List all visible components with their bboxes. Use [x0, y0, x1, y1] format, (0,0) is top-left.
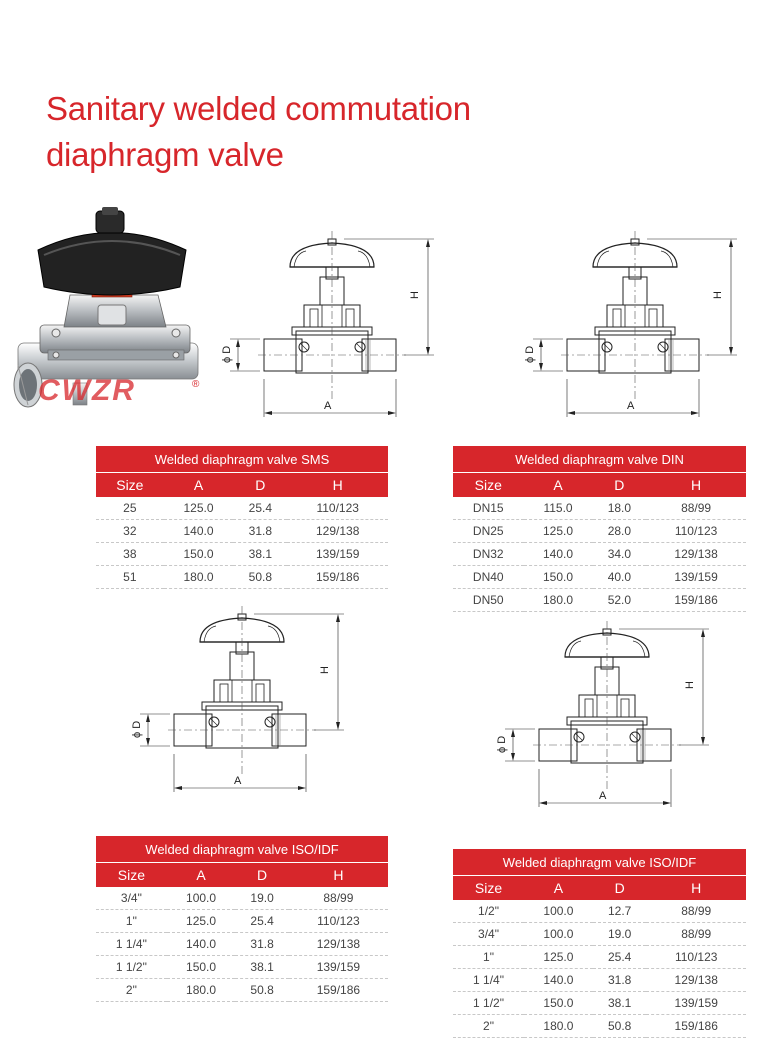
- table-cell: 1 1/4": [453, 969, 524, 992]
- column-header: A: [524, 473, 593, 498]
- table-cell: 31.8: [235, 933, 288, 956]
- table-row: [453, 543, 746, 566]
- column-header: D: [593, 876, 647, 901]
- table-cell: 51: [96, 566, 164, 589]
- table-cell: 2": [453, 1015, 524, 1038]
- table-cell: 180.0: [524, 1015, 593, 1038]
- table-cell: 125.0: [167, 910, 236, 933]
- table-cell: 40.0: [593, 566, 647, 589]
- table-cell: 139/159: [646, 992, 746, 1015]
- table-cell: 140.0: [167, 933, 236, 956]
- dim-label-a: A: [234, 775, 242, 787]
- table-row: [453, 969, 746, 992]
- table-cell: 25.4: [593, 946, 647, 969]
- column-header: H: [646, 473, 746, 498]
- table-sms: [96, 446, 388, 589]
- table-cell: 110/123: [646, 946, 746, 969]
- table-cell: 129/138: [646, 543, 746, 566]
- table-cell: 1/2": [453, 900, 524, 923]
- table-cell: 88/99: [289, 887, 388, 910]
- table-cell: 88/99: [646, 923, 746, 946]
- table-row: [96, 887, 388, 910]
- table-cell: 150.0: [167, 956, 236, 979]
- table-cell: 25: [96, 497, 164, 520]
- table-row: [453, 900, 746, 923]
- table-cell: 159/186: [287, 566, 388, 589]
- table-cell: 50.8: [593, 1015, 647, 1038]
- column-header: Size: [453, 473, 524, 498]
- table-cell: 150.0: [164, 543, 234, 566]
- table-cell: DN15: [453, 497, 524, 520]
- table-cell: 100.0: [524, 900, 593, 923]
- table-row: [453, 497, 746, 520]
- table-cell: 159/186: [289, 979, 388, 1002]
- dim-label-a: A: [627, 400, 635, 412]
- column-header: D: [233, 473, 287, 498]
- table-cell: 110/123: [289, 910, 388, 933]
- table-cell: 19.0: [235, 887, 288, 910]
- table-cell: DN50: [453, 589, 524, 612]
- table-cell: 159/186: [646, 589, 746, 612]
- table-cell: 110/123: [287, 497, 388, 520]
- table-cell: 38.1: [593, 992, 647, 1015]
- column-header: A: [524, 876, 593, 901]
- table-cell: 180.0: [164, 566, 234, 589]
- table-caption: Welded diaphragm valve ISO/IDF: [453, 849, 746, 876]
- table-row: [453, 589, 746, 612]
- table-cell: 88/99: [646, 497, 746, 520]
- dim-label-d: ϕ D: [221, 345, 233, 363]
- table-cell: 34.0: [593, 543, 647, 566]
- table-row: [453, 923, 746, 946]
- table-cell: 180.0: [167, 979, 236, 1002]
- dim-label-d: ϕ D: [524, 345, 536, 363]
- column-header: H: [289, 863, 388, 888]
- table-cell: DN25: [453, 520, 524, 543]
- table-cell: 18.0: [593, 497, 647, 520]
- table-cell: 150.0: [524, 992, 593, 1015]
- table-cell: 140.0: [524, 543, 593, 566]
- table-cell: 1": [453, 946, 524, 969]
- column-header: D: [593, 473, 647, 498]
- table-row: [96, 497, 388, 520]
- column-header: D: [235, 863, 288, 888]
- title-line-1: Sanitary welded commutation: [46, 90, 471, 127]
- table-row: [453, 566, 746, 589]
- valve-drawing-iso-1: [130, 600, 355, 800]
- table-cell: 1": [96, 910, 167, 933]
- table-caption: Welded diaphragm valve SMS: [96, 446, 388, 473]
- table-cell: 52.0: [593, 589, 647, 612]
- table-cell: 3/4": [453, 923, 524, 946]
- table-cell: 110/123: [646, 520, 746, 543]
- table-cell: DN40: [453, 566, 524, 589]
- table-cell: 38: [96, 543, 164, 566]
- column-header: Size: [96, 473, 164, 498]
- table-cell: 125.0: [524, 520, 593, 543]
- dim-label-a: A: [324, 400, 332, 412]
- dim-label-a: A: [599, 790, 607, 802]
- table-cell: 129/138: [289, 933, 388, 956]
- table-iso-idf-1: [96, 836, 388, 1002]
- table-row: [453, 946, 746, 969]
- column-header: Size: [453, 876, 524, 901]
- table-cell: DN32: [453, 543, 524, 566]
- table-row: [96, 910, 388, 933]
- table-cell: 38.1: [233, 543, 287, 566]
- table-cell: 1 1/2": [453, 992, 524, 1015]
- table-cell: 100.0: [167, 887, 236, 910]
- table-cell: 100.0: [524, 923, 593, 946]
- table-cell: 139/159: [289, 956, 388, 979]
- table-cell: 140.0: [164, 520, 234, 543]
- table-cell: 38.1: [235, 956, 288, 979]
- column-header: Size: [96, 863, 167, 888]
- table-caption: Welded diaphragm valve DIN: [453, 446, 746, 473]
- table-cell: 129/138: [646, 969, 746, 992]
- table-cell: 159/186: [646, 1015, 746, 1038]
- table-cell: 1 1/4": [96, 933, 167, 956]
- table-cell: 31.8: [233, 520, 287, 543]
- column-header: A: [167, 863, 236, 888]
- table-cell: 140.0: [524, 969, 593, 992]
- table-cell: 180.0: [524, 589, 593, 612]
- table-row: [96, 979, 388, 1002]
- dim-label-h: H: [319, 666, 331, 674]
- column-header: H: [287, 473, 388, 498]
- column-header: H: [646, 876, 746, 901]
- table-cell: 129/138: [287, 520, 388, 543]
- dim-label-h: H: [712, 291, 724, 299]
- table-cell: 19.0: [593, 923, 647, 946]
- table-caption: Welded diaphragm valve ISO/IDF: [96, 836, 388, 863]
- svg-text:CWZR: CWZR: [38, 374, 136, 407]
- table-cell: 2": [96, 979, 167, 1002]
- table-row: [96, 566, 388, 589]
- table-cell: 1 1/2": [96, 956, 167, 979]
- table-row: [96, 933, 388, 956]
- table-cell: 125.0: [524, 946, 593, 969]
- table-row: [96, 543, 388, 566]
- page-title: [46, 86, 471, 178]
- table-cell: 50.8: [233, 566, 287, 589]
- title-line-2: diaphragm valve: [46, 136, 284, 173]
- valve-drawing-din: [523, 225, 748, 425]
- valve-drawing-iso-2: [495, 615, 720, 815]
- table-cell: 3/4": [96, 887, 167, 910]
- table-cell: 32: [96, 520, 164, 543]
- table-cell: 125.0: [164, 497, 234, 520]
- table-cell: 25.4: [233, 497, 287, 520]
- dim-label-d: ϕ D: [131, 720, 143, 738]
- table-din: [453, 446, 746, 612]
- table-cell: 139/159: [287, 543, 388, 566]
- table-row: [96, 956, 388, 979]
- product-photo: [8, 205, 208, 420]
- dim-label-h: H: [684, 681, 696, 689]
- table-cell: 12.7: [593, 900, 647, 923]
- table-cell: 50.8: [235, 979, 288, 1002]
- table-cell: 28.0: [593, 520, 647, 543]
- table-cell: 150.0: [524, 566, 593, 589]
- table-cell: 31.8: [593, 969, 647, 992]
- table-row: [96, 520, 388, 543]
- valve-drawing-sms: [220, 225, 445, 425]
- dim-label-h: H: [409, 291, 421, 299]
- table-row: [453, 520, 746, 543]
- table-cell: 25.4: [235, 910, 288, 933]
- table-iso-idf-2: [453, 849, 746, 1038]
- svg-text:®: ®: [192, 379, 200, 390]
- table-cell: 88/99: [646, 900, 746, 923]
- table-cell: 115.0: [524, 497, 593, 520]
- table-cell: 139/159: [646, 566, 746, 589]
- table-row: [453, 992, 746, 1015]
- dim-label-d: ϕ D: [496, 735, 508, 753]
- column-header: A: [164, 473, 234, 498]
- table-row: [453, 1015, 746, 1038]
